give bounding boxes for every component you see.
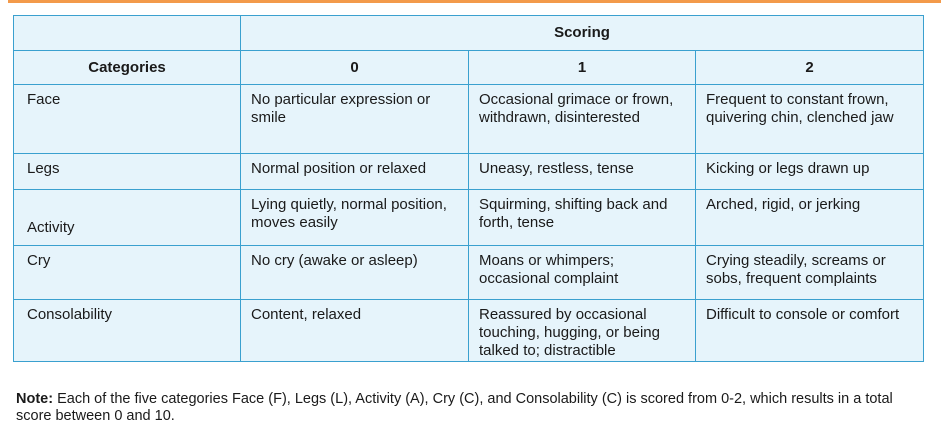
note-text: Each of the five categories Face (F), Legs (L), Activity (A), Cry (C), and Consolability (C) is scored from 0-2, which results in a total score between 0 and 10. (16, 391, 893, 424)
category-cell (14, 154, 241, 190)
score-0-cell (241, 190, 469, 246)
score-1-cell (469, 190, 696, 246)
flacc-scale-table (13, 15, 924, 362)
score-0-cell (241, 246, 469, 300)
column-header-categories: Categories (14, 51, 241, 85)
table-row-face (14, 85, 924, 154)
category-cell (14, 85, 241, 154)
column-header-score-0: 0 (241, 51, 469, 85)
scoring-header-row (14, 16, 924, 51)
score-1-text: Uneasy, restless, tense (479, 160, 634, 177)
score-2-cell (696, 190, 924, 246)
score-2-cell (696, 300, 924, 362)
score-1-text: Reassured by occasional touching, hugging, or being talked to; distractible (479, 306, 660, 359)
table-row-consolability (14, 300, 924, 362)
score-0-text: No particular expression or smile (251, 91, 431, 126)
score-0-cell (241, 300, 469, 362)
score-2-cell (696, 246, 924, 300)
score-0-text: Normal position or relaxed (251, 160, 427, 177)
score-1-text: Occasional grimace or frown, withdrawn, disinterested (479, 91, 674, 126)
score-0-cell (241, 85, 469, 154)
score-2-text: Arched, rigid, or jerking (706, 196, 861, 213)
score-0-text: Content, relaxed (251, 306, 362, 323)
blank-header-cell (14, 16, 241, 51)
category-label: Activity (27, 219, 75, 236)
score-0-text: Lying quietly, normal position, moves easily (251, 196, 447, 231)
category-label: Legs (27, 160, 60, 177)
column-header-score-1: 1 (469, 51, 696, 85)
table-note (16, 391, 926, 425)
table-container (13, 15, 924, 362)
category-cell (14, 190, 241, 246)
score-1-cell (469, 85, 696, 154)
column-header-score-2: 2 (696, 51, 924, 85)
score-1-text: Squirming, shifting back and forth, tense (479, 196, 668, 231)
score-2-cell (696, 154, 924, 190)
column-header-row (14, 51, 924, 85)
category-label: Consolability (27, 306, 113, 323)
category-cell (14, 246, 241, 300)
note-label: Note: (16, 391, 54, 407)
scoring-header: Scoring (241, 16, 924, 51)
score-1-cell (469, 154, 696, 190)
category-label: Face (27, 91, 61, 108)
table-row-legs (14, 154, 924, 190)
score-2-text: Crying steadily, screams or sobs, frequent complaints (706, 252, 886, 287)
category-cell (14, 300, 241, 362)
score-1-cell (469, 246, 696, 300)
top-orange-rule (8, 0, 941, 3)
score-1-cell (469, 300, 696, 362)
score-2-text: Difficult to console or comfort (706, 306, 900, 323)
category-label: Cry (27, 252, 51, 269)
score-2-text: Frequent to constant frown, quivering chin, clenched jaw (706, 91, 894, 126)
table-row-activity (14, 190, 924, 246)
table-row-cry (14, 246, 924, 300)
score-2-cell (696, 85, 924, 154)
score-2-text: Kicking or legs drawn up (706, 160, 870, 177)
score-1-text: Moans or whimpers; occasional complaint (479, 252, 619, 287)
score-0-text: No cry (awake or asleep) (251, 252, 418, 269)
score-0-cell (241, 154, 469, 190)
